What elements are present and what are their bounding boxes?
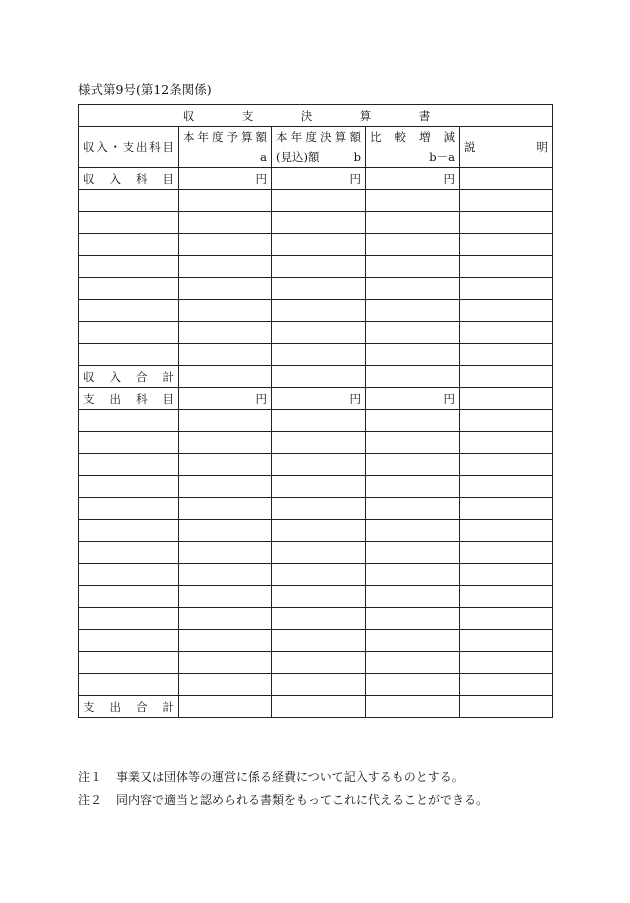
- table-cell: [79, 564, 179, 586]
- note-2-label: 注２: [78, 793, 103, 807]
- form-number-label: 様式第9号(第12条関係): [78, 82, 212, 97]
- table-row: [79, 498, 553, 520]
- table-cell: [460, 652, 553, 674]
- table-row: [79, 674, 553, 696]
- header-subject-text: 収 入 ・ 支 出 科 目: [83, 140, 174, 154]
- table-cell: [366, 542, 460, 564]
- note-2-text: 同内容で適当と認められる書類をもってこれに代えることができる。: [116, 793, 489, 807]
- header-row: [79, 127, 553, 168]
- table-cell: [79, 190, 179, 212]
- note-2: [78, 789, 488, 812]
- table-cell: [366, 410, 460, 432]
- table-cell: [460, 520, 553, 542]
- table-cell: [366, 564, 460, 586]
- table-cell: [272, 410, 366, 432]
- table-cell: [272, 300, 366, 322]
- header-difference: [366, 127, 460, 168]
- table-cell: [460, 344, 553, 366]
- table-cell: [366, 366, 460, 388]
- table-cell: [272, 652, 366, 674]
- table-cell: [366, 212, 460, 234]
- table-cell: [366, 476, 460, 498]
- header-subject: [79, 127, 179, 168]
- table-cell: [366, 630, 460, 652]
- table-cell: [179, 300, 272, 322]
- table-cell: [366, 300, 460, 322]
- table-cell: [272, 322, 366, 344]
- table-cell: [79, 256, 179, 278]
- note-1-label: 注１: [78, 770, 103, 784]
- table-cell: [79, 278, 179, 300]
- table-cell: [79, 432, 179, 454]
- header-settlement-symbol: b: [353, 150, 361, 164]
- expense-heading-row: [79, 388, 553, 410]
- table-cell: [272, 586, 366, 608]
- table-cell: [79, 586, 179, 608]
- header-budget-text: 本 年 度 予 算 額: [183, 130, 267, 144]
- expense-heading: [79, 388, 179, 410]
- table-row: [79, 300, 553, 322]
- table-row: [79, 564, 553, 586]
- table-cell: [460, 476, 553, 498]
- table-cell: [179, 190, 272, 212]
- table-cell: [79, 410, 179, 432]
- table-cell: [272, 630, 366, 652]
- table-cell: [272, 498, 366, 520]
- header-budget-symbol: a: [260, 150, 267, 164]
- income-total-row: [79, 366, 553, 388]
- table-cell: [460, 212, 553, 234]
- table-row: [79, 454, 553, 476]
- table-row: [79, 344, 553, 366]
- table-cell: [272, 674, 366, 696]
- table-cell: [366, 278, 460, 300]
- title-row: [79, 105, 553, 127]
- table-title: 収 支 決 算 書: [79, 105, 553, 127]
- table-cell: [272, 366, 366, 388]
- table-cell: [79, 344, 179, 366]
- note-1: [78, 766, 488, 789]
- table-cell: [179, 674, 272, 696]
- table-row: [79, 608, 553, 630]
- income-heading: [79, 168, 179, 190]
- expense-unit: 円: [366, 388, 460, 410]
- income-heading-text: 収 入 科 目: [83, 171, 174, 186]
- table-cell: [179, 278, 272, 300]
- table-row: [79, 410, 553, 432]
- table-cell: [460, 300, 553, 322]
- table-row: [79, 278, 553, 300]
- table-cell: [179, 344, 272, 366]
- table-cell: [272, 476, 366, 498]
- table-cell: [179, 696, 272, 718]
- table-cell: [460, 190, 553, 212]
- header-budget: [179, 127, 272, 168]
- note-1-text: 事業又は団体等の運営に係る経費について記入するものとする。: [116, 770, 464, 784]
- table-cell: [460, 256, 553, 278]
- table-cell: [272, 256, 366, 278]
- table-cell: [460, 608, 553, 630]
- table-cell: [272, 234, 366, 256]
- table-cell: [366, 256, 460, 278]
- table-cell: [179, 586, 272, 608]
- table-cell: [460, 630, 553, 652]
- income-expense-table: [78, 104, 553, 718]
- table-cell: [79, 234, 179, 256]
- table-cell: [460, 542, 553, 564]
- table-cell: [366, 608, 460, 630]
- table-cell: [179, 476, 272, 498]
- table-row: [79, 586, 553, 608]
- table-cell: [460, 586, 553, 608]
- table-cell: [79, 520, 179, 542]
- table-cell: [272, 564, 366, 586]
- header-difference-text: 比 較 増 減: [370, 130, 455, 144]
- table-cell: [79, 212, 179, 234]
- table-row: [79, 212, 553, 234]
- table-cell: [366, 234, 460, 256]
- notes: [78, 766, 488, 812]
- income-unit: 円: [366, 168, 460, 190]
- expense-total-row: [79, 696, 553, 718]
- table-cell: [79, 542, 179, 564]
- table-cell: [460, 410, 553, 432]
- table-cell: [460, 674, 553, 696]
- income-total-text: 収 入 合 計: [83, 369, 174, 384]
- table-row: [79, 432, 553, 454]
- table-cell: [79, 322, 179, 344]
- table-cell: [272, 344, 366, 366]
- table-cell: [79, 652, 179, 674]
- header-explanation-text: 説 明: [464, 140, 549, 154]
- table-cell: [366, 190, 460, 212]
- table-cell: [272, 432, 366, 454]
- table-cell: [179, 234, 272, 256]
- table-cell: [79, 630, 179, 652]
- table-row: [79, 542, 553, 564]
- table-cell: [179, 652, 272, 674]
- table-cell: [366, 454, 460, 476]
- expense-explanation-cell: [460, 388, 553, 410]
- table-cell: [272, 520, 366, 542]
- table-cell: [272, 278, 366, 300]
- table-cell: [179, 498, 272, 520]
- table-cell: [460, 322, 553, 344]
- table-cell: [179, 322, 272, 344]
- header-explanation: [460, 127, 553, 168]
- table-cell: [79, 476, 179, 498]
- table-row: [79, 256, 553, 278]
- table-cell: [272, 542, 366, 564]
- header-settlement: [272, 127, 366, 168]
- header-settlement-text: 本 年 度 決 算 額: [276, 130, 361, 144]
- table-cell: [272, 696, 366, 718]
- table-cell: [460, 432, 553, 454]
- table-cell: [179, 256, 272, 278]
- table-cell: [460, 454, 553, 476]
- table-row: [79, 322, 553, 344]
- income-total: [79, 366, 179, 388]
- header-settlement-sub: (見込)額: [276, 150, 320, 164]
- table-cell: [272, 454, 366, 476]
- expense-unit: 円: [179, 388, 272, 410]
- table-cell: [179, 366, 272, 388]
- table-cell: [179, 630, 272, 652]
- table-row: [79, 652, 553, 674]
- header-difference-formula: b－a: [429, 150, 455, 164]
- table-cell: [366, 498, 460, 520]
- table-cell: [179, 432, 272, 454]
- table-cell: [460, 278, 553, 300]
- table-cell: [366, 674, 460, 696]
- table-cell: [179, 410, 272, 432]
- table-cell: [179, 520, 272, 542]
- table-cell: [179, 454, 272, 476]
- table-cell: [366, 520, 460, 542]
- table-cell: [460, 234, 553, 256]
- table-cell: [179, 212, 272, 234]
- table-cell: [460, 498, 553, 520]
- table-cell: [272, 212, 366, 234]
- expense-heading-text: 支 出 科 目: [83, 391, 174, 406]
- table-row: [79, 630, 553, 652]
- table-row: [79, 234, 553, 256]
- table-cell: [366, 652, 460, 674]
- table-cell: [366, 344, 460, 366]
- expense-total: [79, 696, 179, 718]
- income-unit: 円: [272, 168, 366, 190]
- table-cell: [79, 454, 179, 476]
- table-cell: [272, 608, 366, 630]
- table-cell: [179, 542, 272, 564]
- table-cell: [79, 300, 179, 322]
- table-cell: [179, 564, 272, 586]
- income-explanation-cell: [460, 168, 553, 190]
- table-row: [79, 520, 553, 542]
- table-cell: [366, 322, 460, 344]
- table-row: [79, 476, 553, 498]
- table-cell: [460, 696, 553, 718]
- income-unit: 円: [179, 168, 272, 190]
- table-cell: [460, 366, 553, 388]
- table-cell: [366, 696, 460, 718]
- table-cell: [79, 498, 179, 520]
- table-cell: [79, 674, 179, 696]
- expense-unit: 円: [272, 388, 366, 410]
- table-cell: [79, 608, 179, 630]
- table-cell: [179, 608, 272, 630]
- table-cell: [460, 564, 553, 586]
- table-cell: [272, 190, 366, 212]
- expense-total-text: 支 出 合 計: [83, 699, 174, 714]
- income-heading-row: [79, 168, 553, 190]
- table-cell: [366, 586, 460, 608]
- table-row: [79, 190, 553, 212]
- table-cell: [366, 432, 460, 454]
